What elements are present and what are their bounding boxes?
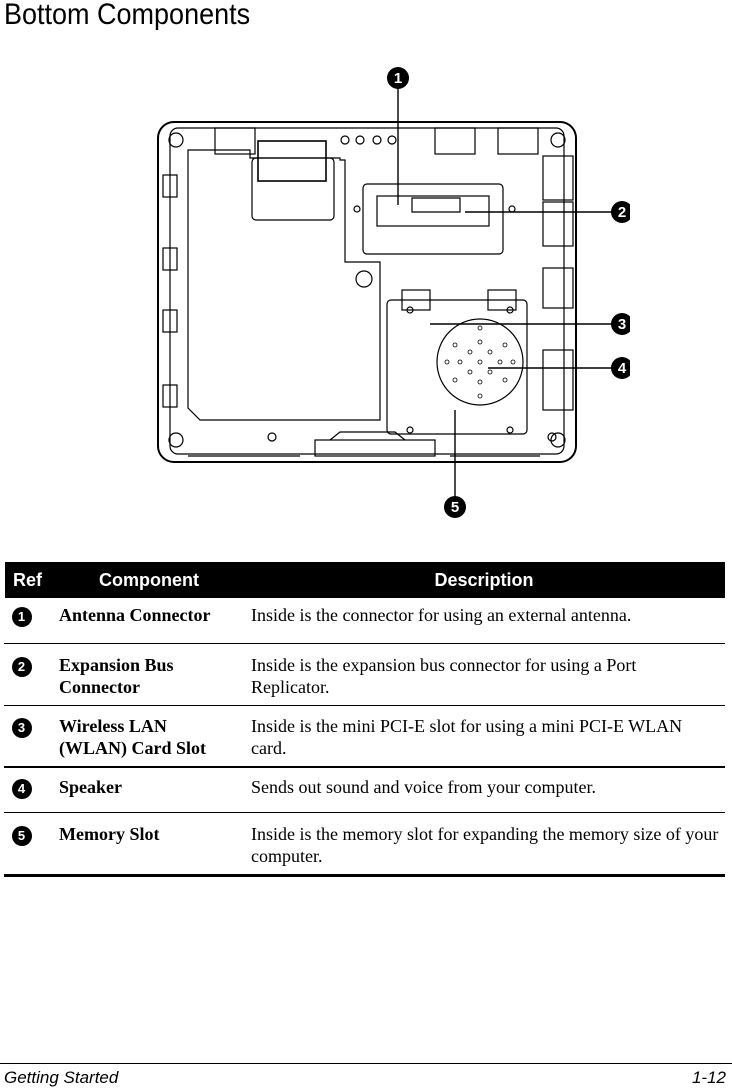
callout-2-label: 2 (617, 204, 627, 221)
callout-1 (387, 67, 409, 89)
component-description: Inside is the memory slot for expanding the memory size of your computer. (243, 813, 725, 876)
header-description: Description (243, 562, 725, 598)
table-row (4, 644, 726, 706)
component-name: Speaker (55, 767, 243, 813)
component-name: Expansion Bus Connector (55, 644, 243, 706)
page-title: Bottom Components (4, 0, 251, 31)
callout-4 (611, 357, 630, 379)
table-row (4, 598, 726, 644)
footer-page-number: 1-12 (691, 1068, 726, 1087)
components-table (2, 562, 725, 877)
header-ref: Ref (4, 562, 56, 598)
component-name: Memory Slot (55, 813, 243, 876)
component-description: Inside is the mini PCI-E slot for using a mini PCI-E WLAN card. (243, 706, 725, 768)
callout-5-label: 5 (450, 499, 460, 516)
callout-2 (611, 201, 630, 223)
ref-badge: 1 (12, 607, 32, 627)
ref-badge: 4 (12, 779, 32, 799)
table-row (4, 767, 726, 813)
callout-3 (611, 313, 630, 335)
component-name: Antenna Connector (55, 598, 243, 644)
component-name: Wireless LAN (WLAN) Card Slot (55, 706, 243, 768)
table-row (4, 813, 726, 876)
ref-badge: 2 (12, 657, 32, 677)
callout-4-label: 4 (617, 360, 627, 377)
component-description: Inside is the connector for using an external antenna. (243, 598, 725, 644)
footer-section-title: Getting Started (4, 1068, 119, 1087)
table-row (4, 706, 726, 768)
callout-1-label: 1 (393, 70, 403, 87)
table-header-row (4, 562, 726, 598)
callout-3-label: 3 (617, 316, 627, 333)
component-description: Inside is the expansion bus connector for using a Port Replicator. (243, 644, 725, 706)
footer-divider (0, 1063, 732, 1064)
bottom-components-diagram (150, 60, 630, 530)
ref-badge: 3 (12, 718, 32, 738)
component-description: Sends out sound and voice from your computer. (243, 767, 725, 813)
callout-5 (444, 496, 466, 518)
header-component: Component (55, 562, 243, 598)
ref-badge: 5 (12, 826, 32, 846)
